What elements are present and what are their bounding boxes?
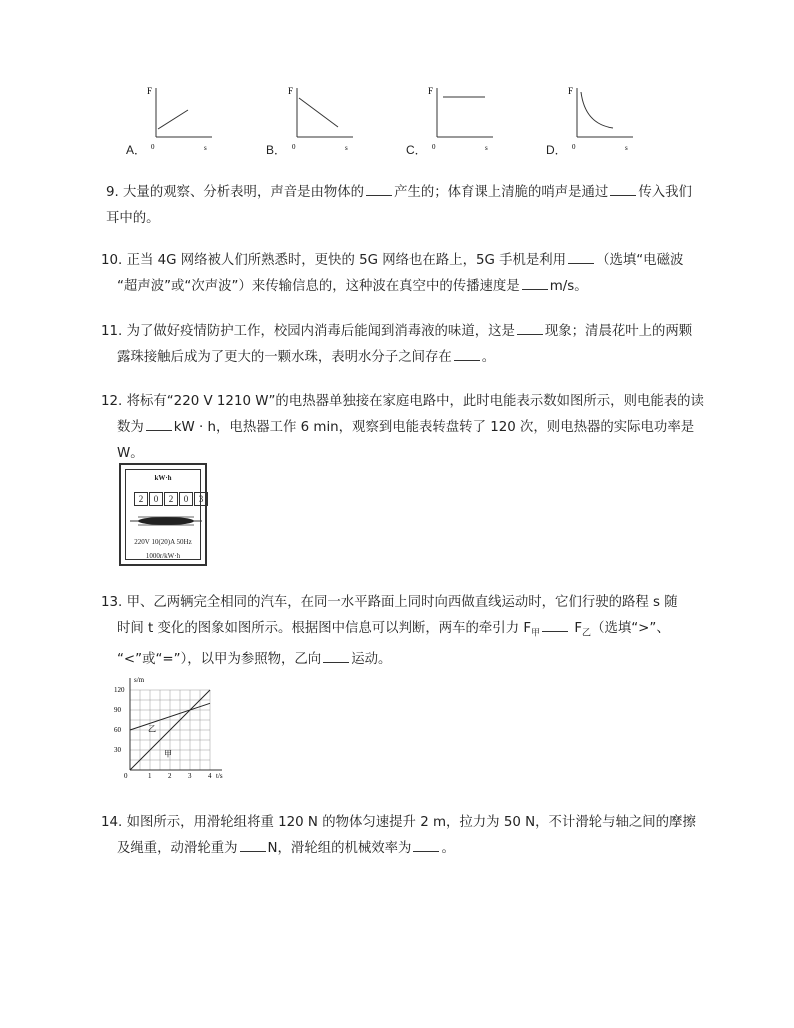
question-number: 13. <box>101 595 123 610</box>
meter-digit-decimal: 3 <box>194 492 208 506</box>
y-tick-label: 30 <box>114 746 121 754</box>
x-tick-label: 4 <box>208 772 212 780</box>
svg-text:s: s <box>485 144 488 152</box>
answer-blank[interactable] <box>366 183 392 196</box>
meter-digits <box>134 492 209 506</box>
svg-text:F: F <box>288 86 294 96</box>
y-tick-label: 90 <box>114 706 121 714</box>
meter-disc-icon <box>130 514 202 528</box>
option-a-graph <box>142 84 222 154</box>
option-b-label: B． <box>266 143 287 157</box>
answer-blank[interactable] <box>568 251 594 264</box>
answer-blank[interactable] <box>413 839 439 852</box>
axis-origin: 0 <box>151 143 155 151</box>
meter-revolutions: 1000r/kW·h <box>145 552 181 560</box>
svg-text:0: 0 <box>572 143 576 151</box>
svg-text:0: 0 <box>292 143 296 151</box>
svg-text:s: s <box>345 144 348 152</box>
svg-text:0: 0 <box>432 143 436 151</box>
meter-digit: 2 <box>164 492 178 506</box>
meter-unit: kW·h <box>154 474 172 482</box>
question-number: 14. <box>101 815 123 830</box>
meter-digit: 2 <box>134 492 148 506</box>
x-tick-label: 3 <box>188 772 192 780</box>
s-t-chart <box>112 672 232 782</box>
origin-label: 0 <box>124 772 128 780</box>
question-number: 12. <box>101 394 123 409</box>
svg-text:F: F <box>428 86 434 96</box>
option-a-label: A． <box>126 143 147 157</box>
axis-f: F <box>147 86 153 96</box>
meter-digit: 0 <box>179 492 193 506</box>
answer-blank[interactable] <box>522 277 548 290</box>
option-b-graph <box>283 84 363 154</box>
question-9: 9. 大量的观察、分析表明，声音是由物体的 产生的；体育课上清脆的哨声是通过 传入我们 耳中的。 <box>106 185 692 226</box>
question-number: 9. <box>106 185 119 200</box>
question-10: 10. 正当 4G 网络被人们所熟悉时，更快的 5G 网络也在路上，5G 手机是利用 （选填“电磁波 “超声波”或“次声波”）来传输信息的，这种波在真空中的传播速度是 m/s。 <box>101 253 684 294</box>
x-axis-label: t/s <box>216 772 223 780</box>
answer-blank[interactable] <box>323 650 349 663</box>
y-tick-label: 60 <box>114 726 121 734</box>
option-d-graph <box>563 84 643 154</box>
option-d-label: D． <box>546 143 567 157</box>
question-12: 12. 将标有“220 V 1210 W”的电热器单独接在家庭电路中，此时电能表示数如图所示，则电能表的读 数为 kW · h，电热器工作 6 min，观察到电能表转盘转了 120 次，则电热器的实际电功率是 W。 <box>101 394 704 461</box>
meter-digit: 0 <box>149 492 163 506</box>
answer-blank[interactable] <box>610 183 636 196</box>
question-number: 11. <box>101 324 123 339</box>
option-c-graph <box>423 84 503 154</box>
answer-blank[interactable] <box>454 348 480 361</box>
svg-text:F: F <box>568 86 574 96</box>
svg-text:s: s <box>625 144 628 152</box>
x-tick-label: 1 <box>148 772 152 780</box>
question-number: 10. <box>101 253 123 268</box>
answer-blank[interactable] <box>240 839 266 852</box>
option-c-label: C． <box>406 143 427 157</box>
series-label: 甲 <box>164 749 172 759</box>
question-14: 14. 如图所示，用滑轮组将重 120 N 的物体匀速提升 2 m，拉力为 50 N，不计滑轮与轴之间的摩擦 及绳重，动滑轮重为 N，滑轮组的机械效率为 。 <box>101 815 696 856</box>
y-axis-label: s/m <box>134 676 145 684</box>
electric-meter-figure <box>119 463 207 566</box>
meter-rating: 220V 10(20)A 50Hz <box>134 538 192 546</box>
answer-blank[interactable] <box>517 322 543 335</box>
y-tick-label: 120 <box>114 686 125 694</box>
answer-blank[interactable] <box>542 619 568 632</box>
answer-blank[interactable] <box>146 418 172 431</box>
question-13: 13. 甲、乙两辆完全相同的汽车，在同一水平路面上同时向西做直线运动时，它们行驶的路程 s 随 时间 t 变化的图象如图所示。根据图中信息可以判断，两车的牵引力 $F_甲$ $F_乙$（选填“>”、 “<”或“=”），以甲为参照物，乙向 运动。 <box>101 595 678 667</box>
x-tick-label: 2 <box>168 772 172 780</box>
axis-s: s <box>204 144 207 152</box>
series-label: 乙 <box>148 724 156 734</box>
question-11: 11. 为了做好疫情防护工作，校园内消毒后能闻到消毒液的味道，这是 现象；清晨花叶上的两颗 露珠接触后成为了更大的一颗水珠，表明水分子之间存在 。 <box>101 324 693 365</box>
